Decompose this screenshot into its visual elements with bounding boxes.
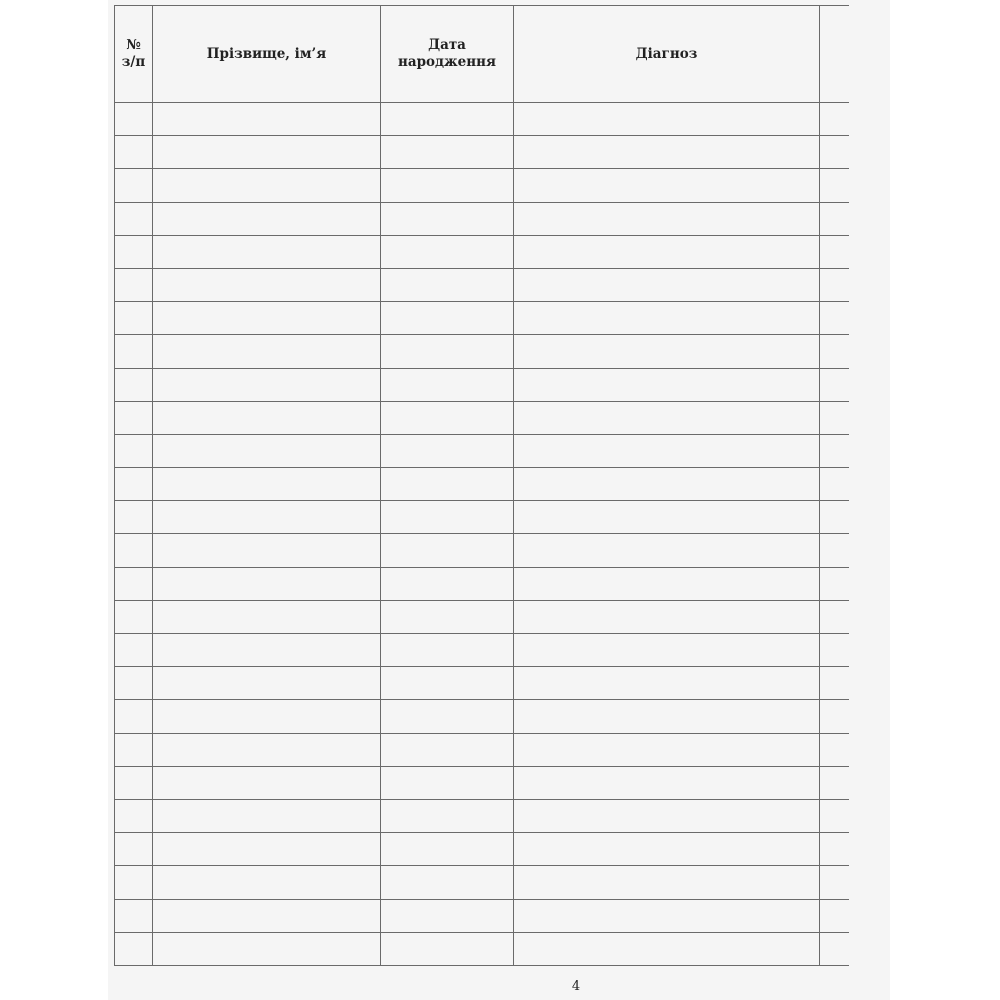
cell-extra [820, 866, 850, 899]
cell-extra [820, 202, 850, 235]
table-row [115, 501, 850, 534]
patient-register-table [114, 5, 849, 966]
cell-name [153, 401, 381, 434]
table-row [115, 434, 850, 467]
cell-diagnosis [514, 235, 820, 268]
cell-number [115, 434, 153, 467]
table-row [115, 136, 850, 169]
page-number: 4 [571, 979, 581, 994]
cell-diagnosis [514, 169, 820, 202]
cell-name [153, 368, 381, 401]
cell-diagnosis [514, 833, 820, 866]
cell-extra [820, 368, 850, 401]
journal-page [108, 0, 890, 1000]
table-row [115, 103, 850, 136]
cell-diagnosis [514, 335, 820, 368]
cell-name [153, 268, 381, 301]
cell-extra [820, 667, 850, 700]
cell-extra [820, 335, 850, 368]
cell-name [153, 501, 381, 534]
cell-extra [820, 833, 850, 866]
cell-number [115, 567, 153, 600]
cell-number [115, 766, 153, 799]
cell-diagnosis [514, 766, 820, 799]
cell-name [153, 700, 381, 733]
cell-number [115, 634, 153, 667]
cell-birth-date [381, 434, 514, 467]
cell-name [153, 932, 381, 965]
column-header-number-line1: № [126, 37, 141, 53]
cell-birth-date [381, 401, 514, 434]
table-row [115, 866, 850, 899]
cell-extra [820, 634, 850, 667]
cell-extra [820, 700, 850, 733]
cell-diagnosis [514, 468, 820, 501]
cell-diagnosis [514, 501, 820, 534]
cell-name [153, 634, 381, 667]
cell-name [153, 766, 381, 799]
column-header-name: Прізвище, ім’я [153, 6, 381, 103]
cell-diagnosis [514, 899, 820, 932]
cell-birth-date [381, 866, 514, 899]
cell-number [115, 733, 153, 766]
cell-birth-date [381, 302, 514, 335]
cell-number [115, 202, 153, 235]
cell-name [153, 667, 381, 700]
table-row [115, 766, 850, 799]
cell-diagnosis [514, 700, 820, 733]
cell-birth-date [381, 700, 514, 733]
cell-diagnosis [514, 103, 820, 136]
cell-diagnosis [514, 136, 820, 169]
cell-number [115, 700, 153, 733]
table-row [115, 468, 850, 501]
cell-number [115, 335, 153, 368]
cell-diagnosis [514, 866, 820, 899]
cell-name [153, 833, 381, 866]
cell-name [153, 202, 381, 235]
cell-name [153, 899, 381, 932]
cell-number [115, 534, 153, 567]
cell-extra [820, 136, 850, 169]
cell-name [153, 534, 381, 567]
column-header-number [115, 6, 153, 103]
cell-name [153, 335, 381, 368]
cell-extra [820, 401, 850, 434]
cell-number [115, 268, 153, 301]
table-row [115, 700, 850, 733]
cell-birth-date [381, 733, 514, 766]
column-header-birth-date-line1: Дата [428, 37, 466, 53]
table-row [115, 302, 850, 335]
cell-number [115, 866, 153, 899]
cell-number [115, 799, 153, 832]
table-row [115, 335, 850, 368]
cell-name [153, 799, 381, 832]
cell-birth-date [381, 368, 514, 401]
table-row [115, 733, 850, 766]
cell-extra [820, 534, 850, 567]
table-row [115, 368, 850, 401]
cell-diagnosis [514, 202, 820, 235]
cell-birth-date [381, 335, 514, 368]
cell-name [153, 235, 381, 268]
cell-extra [820, 600, 850, 633]
cell-birth-date [381, 169, 514, 202]
cell-extra [820, 567, 850, 600]
cell-number [115, 501, 153, 534]
cell-diagnosis [514, 567, 820, 600]
cell-diagnosis [514, 733, 820, 766]
cell-number [115, 833, 153, 866]
cell-name [153, 567, 381, 600]
cell-extra [820, 235, 850, 268]
cell-extra [820, 733, 850, 766]
cell-birth-date [381, 567, 514, 600]
table-row [115, 799, 850, 832]
cell-name [153, 136, 381, 169]
cell-birth-date [381, 468, 514, 501]
cell-name [153, 169, 381, 202]
table-row [115, 235, 850, 268]
cell-extra [820, 103, 850, 136]
cell-birth-date [381, 833, 514, 866]
cell-birth-date [381, 799, 514, 832]
cell-diagnosis [514, 268, 820, 301]
table-row [115, 567, 850, 600]
cell-birth-date [381, 634, 514, 667]
cell-name [153, 302, 381, 335]
cell-diagnosis [514, 600, 820, 633]
table-row [115, 932, 850, 965]
cell-diagnosis [514, 401, 820, 434]
cell-extra [820, 468, 850, 501]
cell-birth-date [381, 766, 514, 799]
cell-diagnosis [514, 434, 820, 467]
cell-extra [820, 434, 850, 467]
cell-birth-date [381, 501, 514, 534]
cell-name [153, 600, 381, 633]
column-header-birth-date [381, 6, 514, 103]
table-row [115, 202, 850, 235]
cell-number [115, 169, 153, 202]
cell-number [115, 899, 153, 932]
cell-number [115, 667, 153, 700]
cell-number [115, 600, 153, 633]
cell-extra [820, 302, 850, 335]
table-header-row [115, 6, 850, 103]
cell-name [153, 468, 381, 501]
cell-extra [820, 268, 850, 301]
cell-name [153, 434, 381, 467]
cell-birth-date [381, 667, 514, 700]
cell-birth-date [381, 899, 514, 932]
cell-birth-date [381, 268, 514, 301]
cell-birth-date [381, 600, 514, 633]
cell-number [115, 103, 153, 136]
cell-number [115, 235, 153, 268]
cell-diagnosis [514, 534, 820, 567]
cell-number [115, 468, 153, 501]
cell-name [153, 866, 381, 899]
cell-birth-date [381, 534, 514, 567]
cell-name [153, 103, 381, 136]
cell-birth-date [381, 103, 514, 136]
table-row [115, 401, 850, 434]
table-body [115, 103, 850, 966]
cell-diagnosis [514, 932, 820, 965]
cell-diagnosis [514, 799, 820, 832]
table-row [115, 667, 850, 700]
column-header-diagnosis: Діагноз [514, 6, 820, 103]
cell-diagnosis [514, 368, 820, 401]
table-row [115, 534, 850, 567]
cell-extra [820, 799, 850, 832]
table-row [115, 169, 850, 202]
table-row [115, 899, 850, 932]
cell-number [115, 136, 153, 169]
cell-birth-date [381, 932, 514, 965]
column-header-extra [820, 6, 850, 103]
cell-extra [820, 932, 850, 965]
cell-diagnosis [514, 634, 820, 667]
register-table-wrapper [114, 5, 849, 973]
cell-number [115, 401, 153, 434]
table-row [115, 268, 850, 301]
cell-birth-date [381, 136, 514, 169]
cell-extra [820, 899, 850, 932]
cell-extra [820, 169, 850, 202]
cell-name [153, 733, 381, 766]
cell-diagnosis [514, 302, 820, 335]
table-row [115, 600, 850, 633]
table-row [115, 833, 850, 866]
cell-number [115, 932, 153, 965]
column-header-number-line2: з/п [121, 54, 146, 70]
cell-number [115, 368, 153, 401]
column-header-birth-date-line2: народження [397, 54, 497, 70]
cell-birth-date [381, 235, 514, 268]
cell-diagnosis [514, 667, 820, 700]
table-row [115, 634, 850, 667]
cell-birth-date [381, 202, 514, 235]
cell-number [115, 302, 153, 335]
cell-extra [820, 501, 850, 534]
cell-extra [820, 766, 850, 799]
